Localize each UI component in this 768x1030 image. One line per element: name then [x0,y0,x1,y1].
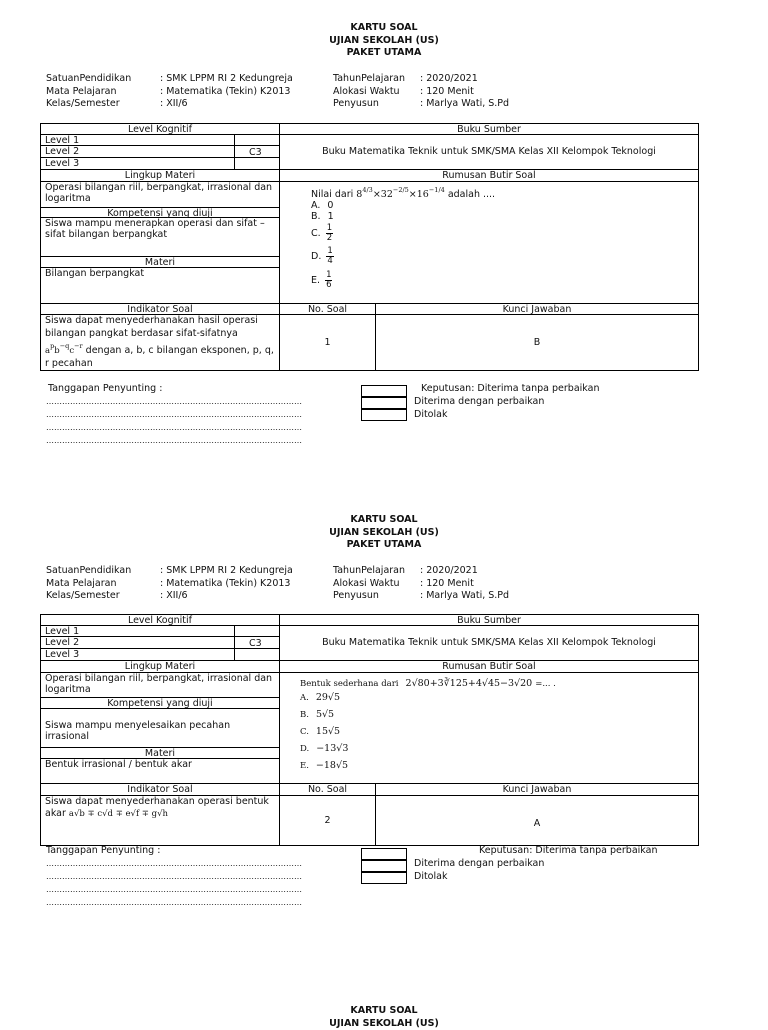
label-mapel: Mata Pelajaran [46,578,131,591]
level-value: C3 [249,147,262,158]
value-tahun: : 2020/2021 [420,565,509,578]
question-text: Nilai dari $8^{4/3}\times 32^{-2/5}\times 16^{-1/4}$ adalah .... [311,185,495,200]
info-left [46,565,131,603]
option-c[interactable]: C. 15√5 [300,726,340,738]
checkbox-ditolak[interactable] [361,409,407,421]
level-2: Level 2 [45,637,79,648]
info-left [46,73,131,111]
value-penyusun: : Marlya Wati, S.Pd [420,98,509,111]
value-alokasi: : 120 Menit [420,86,509,99]
kunci-value: B [376,337,698,348]
label-satuan: SatuanPendidikan [46,73,131,86]
lingkup-materi-heading: Lingkup Materi [41,661,279,672]
question-table [40,123,699,371]
lingkup-materi-value: Operasi bilangan riil, berpangkat, irrasional dan logaritma [45,182,275,204]
level-1: Level 1 [45,135,79,146]
header-title: KARTU SOAL [0,22,768,35]
checkbox-diterima[interactable] [361,385,407,397]
label-penyusun: Penyusun [333,590,405,603]
tanggapan-line-1[interactable]: …………………………………………………………………………………… [46,859,302,869]
level-1: Level 1 [45,626,79,637]
kunci-heading: Kunci Jawaban [376,304,698,315]
buku-sumber-heading: Buku Sumber [280,615,698,626]
tanggapan-line-4[interactable]: …………………………………………………………………………………… [46,436,302,446]
indikator-heading: Indikator Soal [41,784,279,795]
level-kognitif-heading: Level Kognitif [41,615,279,626]
info-right [333,565,405,603]
lingkup-materi-heading: Lingkup Materi [41,170,279,181]
indikator-value: Siswa dapat menyederhanakan operasi bentuk akar a√b ∓ c√d ∓ e√f ∓ g√h [45,796,277,820]
value-alokasi: : 120 Menit [420,578,509,591]
option-d[interactable]: D. $\frac{1}{4}$ [311,247,334,266]
info-right-values [420,565,509,603]
label-mapel: Mata Pelajaran [46,86,131,99]
label-kelas: Kelas/Semester [46,98,131,111]
option-a[interactable]: A. 0 [311,200,333,211]
option-d[interactable]: D. −13√3 [300,743,348,755]
header-exam: UJIAN SEKOLAH (US) [0,1018,768,1030]
tanggapan-line-2[interactable]: …………………………………………………………………………………… [46,410,302,420]
label-penyusun: Penyusun [333,98,405,111]
kompetensi-heading: Kompetensi yang diuji [41,208,279,219]
value-mapel: : Matematika (Tekin) K2013 [160,86,293,99]
info-right-values [420,73,509,111]
header-title: KARTU SOAL [0,514,768,527]
tanggapan-label: Tanggapan Penyunting : [48,383,162,394]
rumusan-heading: Rumusan Butir Soal [280,170,698,181]
tanggapan-line-4[interactable]: …………………………………………………………………………………… [46,898,302,908]
perbaikan-label: Diterima dengan perbaikan [414,396,544,407]
value-satuan: : SMK LPPM RI 2 Kedungreja [160,565,293,578]
question-expression: $8^{4/3}\times 32^{-2/5}\times 16^{-1/4}$ [356,189,444,200]
level-2: Level 2 [45,146,79,157]
value-penyusun: : Marlya Wati, S.Pd [420,590,509,603]
card-header [0,514,768,552]
header-exam: UJIAN SEKOLAH (US) [0,35,768,48]
value-kelas: : XII/6 [160,590,293,603]
ditolak-label: Ditolak [414,871,447,882]
option-b[interactable]: B. 1 [311,211,334,222]
perbaikan-label: Diterima dengan perbaikan [414,858,544,869]
checkbox-ditolak[interactable] [361,872,407,884]
level-3: Level 3 [45,158,79,169]
no-soal-value: 1 [280,337,375,348]
buku-sumber-value: Buku Matematika Teknik untuk SMK/SMA Kelas XII Kelompok Teknologi [280,146,698,157]
materi-heading: Materi [41,257,279,268]
value-mapel: : Matematika (Tekin) K2013 [160,578,293,591]
option-e[interactable]: E. $\frac{1}{6}$ [311,271,332,290]
tanggapan-line-1[interactable]: …………………………………………………………………………………… [46,397,302,407]
header-exam: UJIAN SEKOLAH (US) [0,527,768,540]
lingkup-materi-value: Operasi bilangan riil, berpangkat, irrasional dan logaritma [45,673,275,695]
option-a[interactable]: A. 29√5 [300,692,340,704]
header-title: KARTU SOAL [0,1005,768,1018]
indikator-value: Siswa dapat menyederhanakan hasil operasi bilangan pangkat berdasar sifat-sifatnya $a^pb^{-q}c^{-r}$ dengan a, b, c bilangan eksponen, p, q, r pecahan [45,315,277,370]
checkbox-perbaikan[interactable] [361,860,407,872]
option-b[interactable]: B. 5√5 [300,709,334,721]
rumusan-heading: Rumusan Butir Soal [280,661,698,672]
value-satuan: : SMK LPPM RI 2 Kedungreja [160,73,293,86]
kompetensi-value: Siswa mampu menyelesaikan pecahan irrasional [45,720,275,742]
indikator-heading: Indikator Soal [41,304,279,315]
tanggapan-line-2[interactable]: …………………………………………………………………………………… [46,872,302,882]
no-soal-heading: No. Soal [280,304,375,315]
info-right [333,73,405,111]
info-left-values [160,565,293,603]
tanggapan-line-3[interactable]: …………………………………………………………………………………… [46,885,302,895]
label-satuan: SatuanPendidikan [46,565,131,578]
label-kelas: Kelas/Semester [46,590,131,603]
ditolak-label: Ditolak [414,409,447,420]
card-header [0,22,768,60]
card-header [0,1005,768,1030]
materi-value: Bilangan berpangkat [45,268,144,279]
no-soal-heading: No. Soal [280,784,375,795]
option-e[interactable]: E. −18√5 [300,760,348,772]
label-tahun: TahunPelajaran [333,73,405,86]
question-table [40,614,699,846]
info-left-values [160,73,293,111]
materi-heading: Materi [41,748,279,759]
header-package: PAKET UTAMA [0,539,768,552]
kompetensi-value: Siswa mampu menerapkan operasi dan sifat – sifat bilangan berpangkat [45,218,275,240]
kunci-heading: Kunci Jawaban [376,784,698,795]
no-soal-value: 2 [280,815,375,826]
level-3: Level 3 [45,649,79,660]
label-tahun: TahunPelajaran [333,565,405,578]
materi-value: Bentuk irrasional / bentuk akar [45,759,192,770]
tanggapan-line-3[interactable]: …………………………………………………………………………………… [46,423,302,433]
checkbox-diterima[interactable] [361,848,407,860]
value-tahun: : 2020/2021 [420,73,509,86]
kompetensi-heading: Kompetensi yang diuji [41,698,279,709]
tanggapan-label: Tanggapan Penyunting : [46,845,160,856]
header-package: PAKET UTAMA [0,47,768,60]
label-alokasi: Alokasi Waktu [333,578,405,591]
label-alokasi: Alokasi Waktu [333,86,405,99]
level-value: C3 [249,638,262,649]
level-kognitif-heading: Level Kognitif [41,124,279,135]
buku-sumber-heading: Buku Sumber [280,124,698,135]
question-expression: 2√80+3∛125+4√45−3√20 [406,678,533,689]
checkbox-perbaikan[interactable] [361,397,407,409]
kunci-value: A [376,818,698,829]
buku-sumber-value: Buku Matematika Teknik untuk SMK/SMA Kelas XII Kelompok Teknologi [280,637,698,648]
option-c[interactable]: C. $\frac{1}{2}$ [311,224,333,243]
keputusan-label: Keputusan: Diterima tanpa perbaikan [479,845,657,856]
keputusan-label: Keputusan: Diterima tanpa perbaikan [421,383,599,394]
value-kelas: : XII/6 [160,98,293,111]
question-text: Bentuk sederhana dari 2√80+3∛125+4√45−3√20 =... . [300,678,556,690]
